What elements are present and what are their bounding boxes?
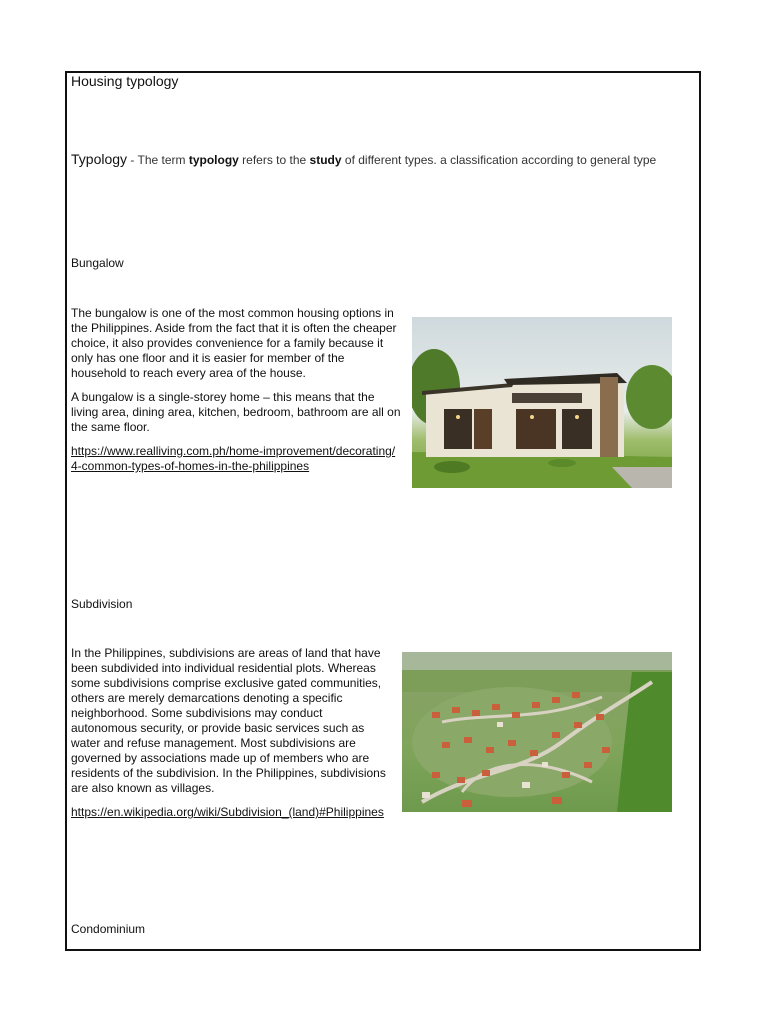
typology-definition [71,152,656,168]
subdivision-aerial-illustration [402,652,672,812]
bungalow-source-link[interactable]: https://www.realliving.com.ph/home-improvement/decorating/4-common-types-of-homes-in-the-philippines [71,444,396,473]
document-title: Housing typology [71,73,179,89]
subdivision-photo [402,652,672,812]
subdivision-paragraph-1: In the Philippines, subdivisions are areas of land that have been subdivided into individual residential plots. Whereas some subdivisions comprise exclusive gated communities, others are merely demarcations denoting a specific neighborhood. Some subdivisions may conduct autonomous security, or provide basic services such as water and refuse management. Most subdivisions are governed by associations made up of members who are residents of the subdivision. In the Philippines, subdivisions are also known as villages. [71,646,386,795]
subdivision-heading: Subdivision [71,597,133,611]
condominium-heading: Condominium [71,922,146,936]
bungalow-text [71,306,401,474]
bungalow-photo [412,317,672,488]
typology-word: typology [188,153,239,167]
typology-tail: of different types. a classification according to general type [341,153,657,167]
bungalow-house-illustration [412,317,672,488]
subdivision-source-link[interactable]: https://en.wikipedia.org/wiki/Subdivision_(land)#Philippines [71,805,384,819]
study-word: study [309,153,342,167]
bungalow-heading: Bungalow [71,256,124,270]
typology-dash: - The term [127,153,189,167]
bungalow-paragraph-1: The bungalow is one of the most common housing options in the Philippines. Aside from the fact that it is often the cheaper choice, it also provides convenience for a family because it only has one floor and it is easier for member of the household to reach every area of the house. [71,306,397,380]
bungalow-paragraph-2: A bungalow is a single-storey home – this means that the living area, dining area, kitchen, bedroom, bathroom are all on the same floor. [71,390,401,434]
typology-term: Typology [71,151,128,167]
typology-mid: refers to the [238,153,310,167]
subdivision-text [71,646,391,820]
